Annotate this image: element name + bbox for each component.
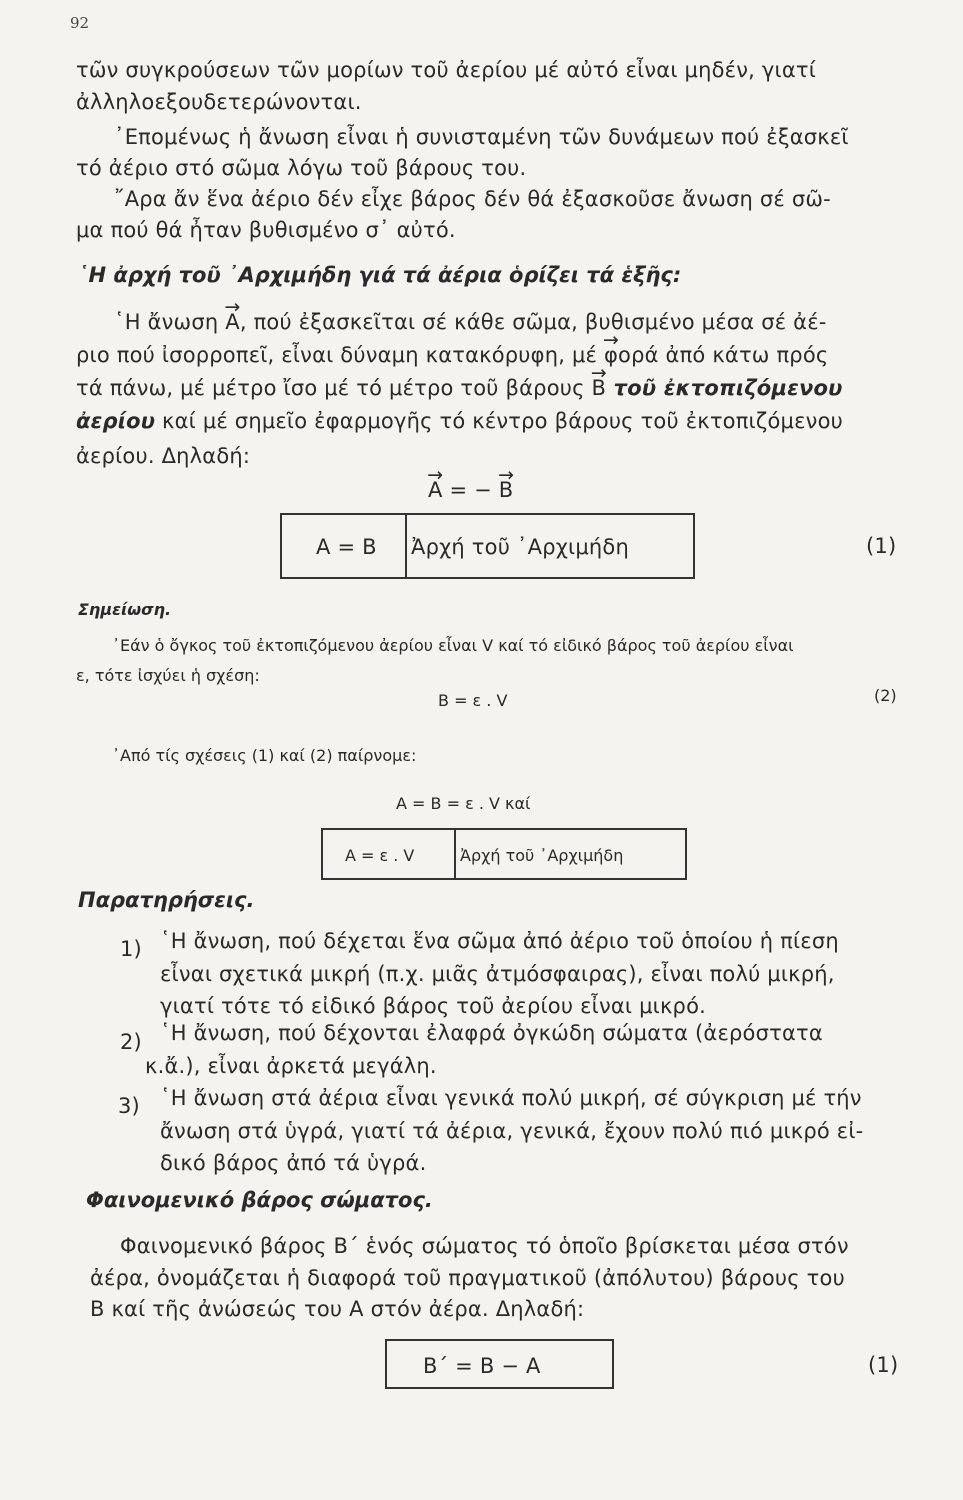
formula-box [321,828,687,880]
list-item-line: κ.ἄ.), εἶναι ἀρκετά μεγάλη. [145,1054,437,1078]
equals-minus: = − [442,478,499,502]
list-item-line: ῾Η ἄνωση, πού δέχεται ἕνα σῶμα ἀπό ἀέριο τοῦ ὁποίου ἡ πίεση [160,929,839,953]
text-line: B καί τῆς ἀνώσεώς του A στόν ἀέρα. Δηλαδή: [90,1297,585,1321]
bold-text: ἀερίου [76,409,156,433]
equation-number: (1) [866,534,897,558]
text-line: ἀέρα, ὀνομάζεται ἡ διαφορά τοῦ πραγματικοῦ (ἀπόλυτου) βάρους του [90,1266,845,1290]
text-segment: καί μέ σημεῖο ἐφαρμογῆς τό κέντρο βάρους τοῦ ἐκτοπιζόμενου [155,409,843,433]
text-segment: τά πάνω, μέ μέτρο ἴσο μέ τό μέτρο τοῦ βάρους [76,376,585,400]
list-number: 2) [120,1030,142,1054]
equation: A = B = ε . V καί [396,794,531,813]
list-item-line: ῾Η ἄνωση στά ἀέρια εἶναι γενικά πολύ μικρή, σέ σύγκριση μέ τήν [160,1086,862,1110]
section-heading: ῾Η ἀρχή τοῦ ᾿Αρχιμήδη γιά τά ἀέρια ὁρίζει τά ἑξῆς: [78,263,682,287]
list-item-line: ἄνωση στά ὑγρά, γιατί τά ἀέρια, γενικά, ἔχουν πολύ πιό μικρό εἰ- [160,1119,864,1143]
list-item-line: γιατί τότε τό εἰδικό βάρος τοῦ ἀερίου εἶναι μικρό. [160,994,706,1018]
formula: A = ε . V [345,846,415,865]
vector-phi: → φ [604,343,618,367]
vector-a: → A [428,478,443,502]
equation-number: (1) [868,1353,899,1377]
text-line [76,409,843,433]
list-item-line: εἶναι σχετικά μικρή (π.χ. μιᾶς ἀτμόσφαιρας), εἶναι πολύ μικρή, [160,962,835,986]
list-number: 1) [120,937,142,961]
box-divider [454,830,456,878]
list-item-line: ῾Η ἄνωση, πού δέχονται ἐλαφρά ὀγκώδη σώματα (ἀερόστατα [160,1021,823,1045]
text-line: τῶν συγκρούσεων τῶν μορίων τοῦ ἀερίου μέ αὐτό εἶναι μηδέν, γιατί [76,58,817,82]
text-line: ᾿Επομένως ἡ ἄνωση εἶναι ἡ συνισταμένη τῶν δυνάμεων πού ἐξασκεῖ [114,125,849,149]
text-line: ῎Αρα ἄν ἕνα ἀέριο δέν εἶχε βάρος δέν θά ἐξασκοῦσε ἄνωση σέ σῶ- [114,187,831,211]
section-heading: Φαινομενικό βάρος σώματος. [86,1188,433,1212]
formula: B΄ = B − A [423,1354,541,1378]
list-number: 3) [118,1094,140,1118]
text-line [114,310,827,334]
vector-b: → B [499,478,514,502]
formula-label: Ἀρχή τοῦ ᾿Αρχιμήδη [411,535,629,559]
note-heading: Σημείωση. [78,600,172,619]
text-line: ἀλληλοεξουδετερώνονται. [76,90,362,114]
formula-box [280,513,695,579]
formula-label: Ἀρχή τοῦ ᾿Αρχιμήδη [460,846,624,865]
text-line [76,343,828,367]
equation: B = ε . V [438,691,508,710]
list-item-line: δικό βάρος ἀπό τά ὑγρά. [160,1151,427,1175]
vector-equation [428,478,513,502]
section-heading: Παρατηρήσεις. [78,888,255,912]
text-segment: ῾Η ἄνωση [114,310,219,334]
page-number: 92 [70,14,90,32]
text-segment: ορά ἀπό κάτω πρός [618,343,829,367]
text-line [76,376,843,400]
text-line: ε, τότε ἰσχύει ἡ σχέση: [76,666,260,685]
text-line: Φαινομενικό βάρος B΄ ἑνός σώματος τό ὁποῖο βρίσκεται μέσα στόν [120,1234,849,1258]
formula-box [385,1339,614,1389]
bold-text: τοῦ ἐκτοπιζόμενου [606,376,843,400]
vector-a: → A [225,310,240,334]
text-line: τό ἀέριο στό σῶμα λόγω τοῦ βάρους του. [76,156,527,180]
text-segment: , πού ἐξασκεῖται σέ κάθε σῶμα, βυθισμένο μέσα σέ ἀέ- [239,310,827,334]
formula: A = B [316,535,377,559]
text-segment: ριο πού ἰσορροπεῖ, εἶναι δύναμη κατακόρυφη, μέ [76,343,598,367]
equation-number: (2) [874,686,897,705]
text-line: ἀερίου. Δηλαδή: [76,444,251,468]
text-line: ᾿Από τίς σχέσεις (1) καί (2) παίρνομε: [112,746,417,765]
box-divider [405,515,407,577]
text-line: μα πού θά ἦταν βυθισμένο σ᾿ αὐτό. [76,218,456,242]
text-line: ᾿Εάν ὁ ὄγκος τοῦ ἐκτοπιζόμενου ἀερίου εἶναι V καί τό εἰδικό βάρος τοῦ ἀερίου εἶναι [112,636,794,655]
vector-b: → B [592,376,607,400]
